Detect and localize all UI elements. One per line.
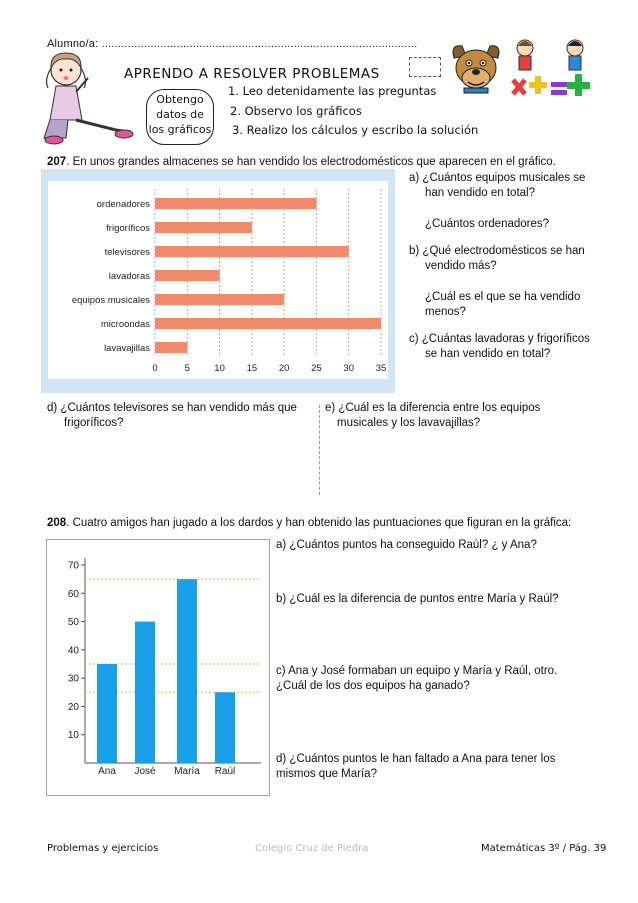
- question-b2: ¿Cuál es el que se ha vendido: [425, 291, 581, 303]
- bar-frigoríficos: [155, 222, 252, 233]
- bar-equipos-musicales: [155, 294, 284, 305]
- question-b2-cont: menos?: [425, 306, 466, 318]
- girl-thinking-illustration: [36, 48, 136, 148]
- x-tick-label: 20: [278, 363, 290, 374]
- y-tick-label: 40: [67, 645, 79, 657]
- category-label: José: [134, 766, 156, 777]
- x-tick-label: 30: [343, 363, 355, 374]
- x-tick-label: 25: [311, 363, 322, 374]
- question-208-b: b) ¿Cuál es la diferencia de puntos entre María y Raúl?: [276, 593, 559, 605]
- category-label: María: [174, 766, 200, 777]
- category-label: Raúl: [214, 766, 236, 777]
- bubble-line: datos de: [156, 108, 204, 121]
- category-label: televisores: [104, 247, 150, 258]
- question-b: b) ¿Qué electrodomésticos se han: [409, 245, 585, 257]
- footer-page: Matemáticas 3º / Pág. 39: [481, 843, 607, 854]
- darts-bar-chart: [47, 540, 269, 795]
- student-name-field[interactable]: Alumno/a: .................................................................................................: [47, 38, 418, 50]
- darts-chart-frame: [46, 539, 270, 796]
- y-tick-label: 60: [67, 588, 79, 600]
- x-tick-label: 10: [214, 363, 225, 374]
- problem-207-statement: [47, 155, 556, 170]
- question-d: [47, 401, 317, 431]
- question-a-cont: han vendido en total?: [425, 187, 535, 199]
- question-c: c) ¿Cuántas lavadoras y frigoríficos: [409, 333, 590, 345]
- question-e-line: musicales y los lavavajillas?: [337, 417, 481, 429]
- y-tick-label: 50: [67, 617, 79, 629]
- problem-208-statement: [47, 516, 571, 531]
- question-208-c-line: c) Ana y José formaban un equipo y María y Raúl, otro.: [276, 665, 558, 677]
- step-1: 1. Leo detenidamente las preguntas: [228, 84, 437, 98]
- column-divider: [319, 405, 320, 495]
- score-box[interactable]: [409, 57, 441, 77]
- category-label: lavavajillas: [104, 343, 150, 354]
- bar-ordenadores: [155, 198, 316, 209]
- y-tick-label: 20: [67, 701, 79, 713]
- step-3: 3. Realizo los cálculos y escribo la solución: [232, 123, 479, 137]
- bar-televisores: [155, 246, 349, 257]
- dog-illustration: [446, 38, 506, 98]
- category-label: lavadoras: [108, 271, 150, 282]
- bubble-line: Obtengo: [156, 93, 204, 106]
- bubble-line: los gráficos: [148, 123, 212, 136]
- appliances-chart-area: [48, 181, 388, 379]
- category-label: frigoríficos: [106, 223, 150, 234]
- bar-josé: [135, 622, 155, 763]
- question-e: [325, 401, 595, 431]
- kids-math-symbols-illustration: [509, 38, 595, 100]
- bar-raúl: [215, 692, 235, 763]
- problem-number: 207: [47, 156, 67, 168]
- question-208-a: a) ¿Cuántos puntos ha conseguido Raúl? ¿ y Ana?: [276, 539, 537, 551]
- problem-number: 208: [47, 517, 67, 529]
- question-e-line: e) ¿Cuál es la diferencia entre los equipos: [325, 402, 541, 414]
- question-208-d-line: mismos que María?: [276, 768, 377, 780]
- category-label: ordenadores: [96, 199, 150, 210]
- step-2: 2. Observo los gráficos: [230, 104, 362, 118]
- y-tick-label: 30: [67, 673, 79, 685]
- x-tick-label: 35: [375, 363, 387, 374]
- x-tick-label: 0: [152, 363, 158, 374]
- statement-text: . Cuatro amigos han jugado a los dardos y han obtenido las puntuaciones que figuran en la gráfica:: [66, 517, 572, 529]
- appliances-chart-frame: [41, 169, 395, 393]
- y-tick-label: 10: [67, 730, 79, 742]
- questions-207-right: [409, 171, 609, 362]
- question-208-c-line: ¿Cuál de los dos equipos ha ganado?: [276, 680, 470, 692]
- question-d-line: frigoríficos?: [64, 417, 124, 429]
- question-208-d: [276, 752, 555, 782]
- appliances-bar-chart: [48, 181, 388, 379]
- question-c-cont: se han vendido en total?: [425, 348, 551, 360]
- question-b-cont: vendido más?: [425, 260, 497, 272]
- x-tick-label: 5: [184, 363, 190, 374]
- question-208-d-line: d) ¿Cuántos puntos le han faltado a Ana para tener los: [276, 753, 556, 765]
- x-tick-label: 15: [246, 363, 258, 374]
- question-208-c: [276, 664, 557, 694]
- bar-lavadoras: [155, 270, 220, 281]
- category-label: microondas: [100, 319, 150, 330]
- question-d-line: d) ¿Cuántos televisores se han vendido más que: [47, 402, 297, 414]
- bar-lavavajillas: [155, 342, 187, 353]
- y-tick-label: 70: [67, 560, 79, 572]
- bar-microondas: [155, 318, 381, 329]
- page-title: APRENDO A RESOLVER PROBLEMAS: [124, 66, 380, 82]
- footer-watermark: Colegio Cruz de Piedra: [255, 843, 369, 854]
- question-a2: ¿Cuántos ordenadores?: [425, 218, 550, 230]
- bar-maría: [177, 579, 197, 763]
- category-label: equipos musicales: [71, 295, 150, 306]
- statement-text: . En unos grandes almacenes se han vendido los electrodomésticos que aparecen en el gráfico.: [66, 156, 556, 168]
- question-a: a) ¿Cuántos equipos musicales se: [409, 172, 586, 184]
- category-label: Ana: [98, 766, 116, 777]
- speech-bubble: [146, 89, 214, 145]
- bar-ana: [97, 664, 117, 763]
- footer-left: Problemas y ejercicios: [47, 843, 159, 854]
